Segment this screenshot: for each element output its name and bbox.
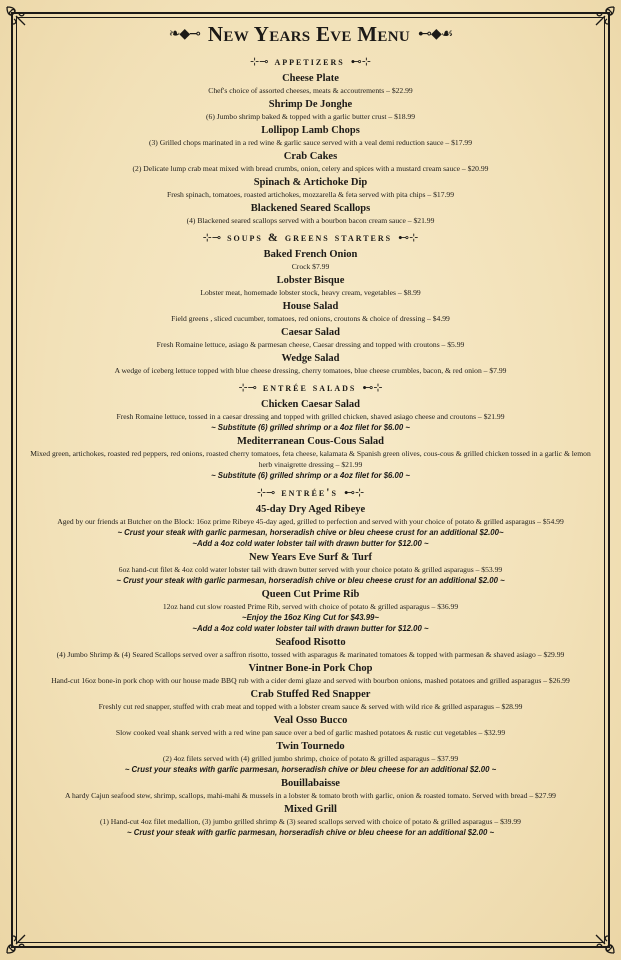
menu-item-note: ~Add a 4oz cold water lobster tail with drawn butter for $12.00 ~ — [192, 539, 429, 548]
menu-item-description: Slow cooked veal shank served with a red wine pan sauce over a bed of garlic mashed potatoes & rustic cut vegetables – $32.99 — [115, 728, 506, 737]
menu-item-name: Crab Stuffed Red Snapper — [250, 689, 371, 700]
menu-item-name: House Salad — [282, 301, 339, 312]
menu-item-name: New Years Eve Surf & Turf — [249, 552, 372, 563]
menu-item-description: Fresh Romaine lettuce, asiago & parmesan cheese, Caesar dressing and topped with croutons – $5.99 — [156, 340, 465, 349]
corner-ornament-icon — [594, 933, 616, 955]
menu-item — [26, 274, 595, 298]
section-ornament-icon: ⊹⊸ — [238, 382, 257, 394]
menu-item — [26, 714, 595, 738]
menu-item-description: (2) Delicate lump crab meat mixed with bread crumbs, onion, celery and spices with a mustard cream sauce – $20.99 — [132, 164, 489, 173]
menu-item-name: Vintner Bone-in Pork Chop — [248, 663, 373, 674]
menu-item — [26, 150, 595, 174]
menu-item-note: ~ Crust your steak with garlic parmesan, horseradish chive or bleu cheese for an additional $2.00 ~ — [126, 828, 495, 837]
menu-item-name: Mediterranean Cous-Cous Salad — [236, 436, 384, 447]
menu-item — [26, 176, 595, 200]
menu-title: New Years Eve Menu — [207, 21, 410, 46]
menu-item-name: Lollipop Lamb Chops — [261, 125, 360, 136]
section-title: entrée salads — [262, 380, 357, 394]
section-ornament-icon: ⊹⊸ — [256, 487, 276, 499]
menu-item-name: Queen Cut Prime Rib — [261, 589, 360, 600]
section-ornament-icon: ⊷⊹ — [350, 56, 371, 68]
section-ornament-icon: ⊷⊹ — [398, 232, 419, 244]
menu-item-description: 6oz hand-cut filet & 4oz cold water lobster tail with drawn butter served with your choice potato & grilled asparagus – $53.99 — [118, 565, 503, 574]
menu-item — [26, 398, 595, 433]
menu-item-description: Hand-cut 16oz bone-in pork chop with our house made BBQ rub with a cider demi glaze and served with bourbon onions, mashed potatoes and grilled asparagus – $26.99 — [51, 676, 570, 685]
menu-item-note: ~ Crust your steaks with garlic parmesan, horseradish chive or bleu cheese for an additional $2.00 ~ — [124, 765, 497, 774]
menu-item-name: Crab Cakes — [283, 151, 338, 162]
menu-item — [26, 636, 595, 660]
menu-item-description: Crock $7.99 — [291, 262, 330, 271]
menu-item-description: (4) Jumbo Shrimp & (4) Seared Scallops served over a saffron risotto, tossed with asparagus & marinated tomatoes & topped with parmesan & shaved asiago – $29.99 — [56, 650, 565, 659]
menu-item-note: ~ Substitute (6) grilled shrimp or a 4oz filet for $6.00 ~ — [211, 471, 410, 480]
menu-item-note: ~ Crust your steak with garlic parmesan, horseradish chive or bleu cheese crust for an additional $2.00~ — [117, 528, 504, 537]
menu-item — [26, 326, 595, 350]
flourish-left-icon: ❧◆⊸ — [168, 26, 200, 42]
flourish-right-icon: ⊷◆☙ — [417, 26, 453, 42]
menu-item-name: Seafood Risotto — [275, 637, 346, 648]
section-title: entrée's — [281, 485, 338, 499]
menu-item — [26, 503, 595, 549]
menu-item-name: Caesar Salad — [280, 327, 341, 338]
menu-item-description: Freshly cut red snapper, stuffed with crab meat and topped with a lobster cream sauce & served with wild rice & grilled asparagus – $28.99 — [98, 702, 523, 711]
section-header — [26, 53, 595, 70]
menu-item-name: Blackened Seared Scallops — [250, 203, 371, 214]
menu-item-description: (4) Blackened seared scallops served with a bourbon bacon cream sauce – $21.99 — [186, 216, 435, 225]
menu-item — [26, 248, 595, 272]
menu-item-name: Shrimp De Jonghe — [268, 99, 353, 110]
menu-item-name: Twin Tournedo — [276, 741, 345, 752]
menu-item — [26, 72, 595, 96]
menu-item — [26, 803, 595, 838]
menu-item-description: (2) 4oz filets served with (4) grilled jumbo shrimp, choice of potato & grilled asparagus – $37.99 — [162, 754, 459, 763]
corner-ornament-icon — [594, 5, 616, 27]
menu-item-description: (6) Jumbo shrimp baked & topped with a garlic butter crust – $18.99 — [206, 112, 415, 121]
menu-item-name: Wedge Salad — [281, 353, 340, 364]
menu-item-note: ~Enjoy the 16oz King Cut for $43.99~ — [242, 613, 379, 622]
section-ornament-icon: ⊹⊸ — [202, 232, 222, 244]
menu-item-description: Fresh spinach, tomatoes, roasted artichokes, mozzarella & feta served with pita chips – $17.99 — [166, 190, 454, 199]
menu-item — [26, 688, 595, 712]
menu-item-name: Cheese Plate — [282, 73, 339, 84]
menu-item-note: ~Add a 4oz cold water lobster tail with drawn butter for $12.00 ~ — [192, 624, 429, 633]
corner-ornament-icon — [5, 5, 27, 27]
title-row — [26, 18, 595, 50]
menu-item-name: Veal Osso Bucco — [273, 715, 348, 726]
section-header — [26, 229, 595, 246]
menu-item — [26, 740, 595, 775]
menu-item-name: Mixed Grill — [284, 804, 337, 815]
menu-item-description: Chef's choice of assorted cheeses, meats & accoutrements – $22.99 — [208, 86, 413, 95]
menu-item — [26, 202, 595, 226]
menu-item-name: 45-day Dry Aged Ribeye — [255, 504, 366, 515]
menu-item-description: A hardy Cajun seafood stew, shrimp, scallops, mahi-mahi & mussels in a lobster & tomato broth with garlic, onion & roasted tomato. Served with bread – $27.99 — [65, 791, 556, 800]
menu-item-description: Mixed green, artichokes, roasted red peppers, red onions, roasted cherry tomatoes, feta cheese, kalamata & Spanish green olives, cous-cous & grilled chicken tossed in a garlic & lemon herb vinaigrette dressing – $21.99 — [30, 449, 591, 469]
menu-item-note: ~ Crust your steak with garlic parmesan, horseradish chive or bleu cheese crust for an additional $2.00 ~ — [116, 576, 505, 585]
menu-item-name: Chicken Caesar Salad — [261, 399, 360, 410]
section-ornament-icon: ⊷⊹ — [343, 487, 365, 499]
menu-item — [26, 588, 595, 634]
section-ornament-icon: ⊷⊹ — [362, 382, 383, 394]
menu-item — [26, 551, 595, 586]
menu-item-description: (1) Hand-cut 4oz filet medallion, (3) jumbo grilled shrimp & (3) seared scallops served with choice of potato & grilled asparagus – $39.99 — [100, 817, 521, 826]
menu-item — [26, 300, 595, 324]
menu-item — [26, 435, 595, 481]
menu-item-description: Aged by our friends at Butcher on the Block: 16oz prime Ribeye 45-day aged, grilled to perfection and served with your choice of potato & grilled asparagus – $54.99 — [57, 517, 564, 526]
menu-item-name: Spinach & Artichoke Dip — [253, 177, 368, 188]
menu-item — [26, 124, 595, 148]
section-header — [26, 379, 595, 396]
menu-item-description: Lobster meat, homemade lobster stock, heavy cream, vegetables – $8.99 — [200, 288, 421, 297]
menu-item-description: A wedge of iceberg lettuce topped with blue cheese dressing, cherry tomatoes, blue cheese crumbles, bacon, & red onion – $7.99 — [114, 366, 507, 375]
menu-item-note: ~ Substitute (6) grilled shrimp or a 4oz filet for $6.00 ~ — [211, 423, 410, 432]
menu-item-description: Fresh Romaine lettuce, tossed in a caesar dressing and topped with grilled chicken, shaved asiago cheese and croutons – $21.99 — [116, 412, 505, 421]
section-title: soups & greens starters — [227, 230, 393, 244]
menu-content — [26, 18, 595, 838]
menu-item-description: 12oz hand cut slow roasted Prime Rib, served with choice of potato & grilled asparagus – $36.99 — [162, 602, 459, 611]
menu-sections — [26, 53, 595, 838]
menu-item-description: Field greens , sliced cucumber, tomatoes, red onions, croutons & choice of dressing – $4.99 — [171, 314, 450, 323]
menu-item — [26, 352, 595, 376]
menu-item-name: Lobster Bisque — [276, 275, 345, 286]
corner-ornament-icon — [5, 933, 27, 955]
section-title: appetizers — [274, 54, 345, 68]
menu-item — [26, 777, 595, 801]
menu-item — [26, 662, 595, 686]
section-ornament-icon: ⊹⊸ — [250, 56, 269, 68]
menu-item — [26, 98, 595, 122]
menu-item-description: (3) Grilled chops marinated in a red wine & garlic sauce served with a veal demi reduction sauce – $17.99 — [148, 138, 473, 147]
menu-item-name: Bouillabaisse — [281, 778, 340, 789]
section-header — [26, 484, 595, 501]
menu-item-name: Baked French Onion — [263, 249, 358, 260]
